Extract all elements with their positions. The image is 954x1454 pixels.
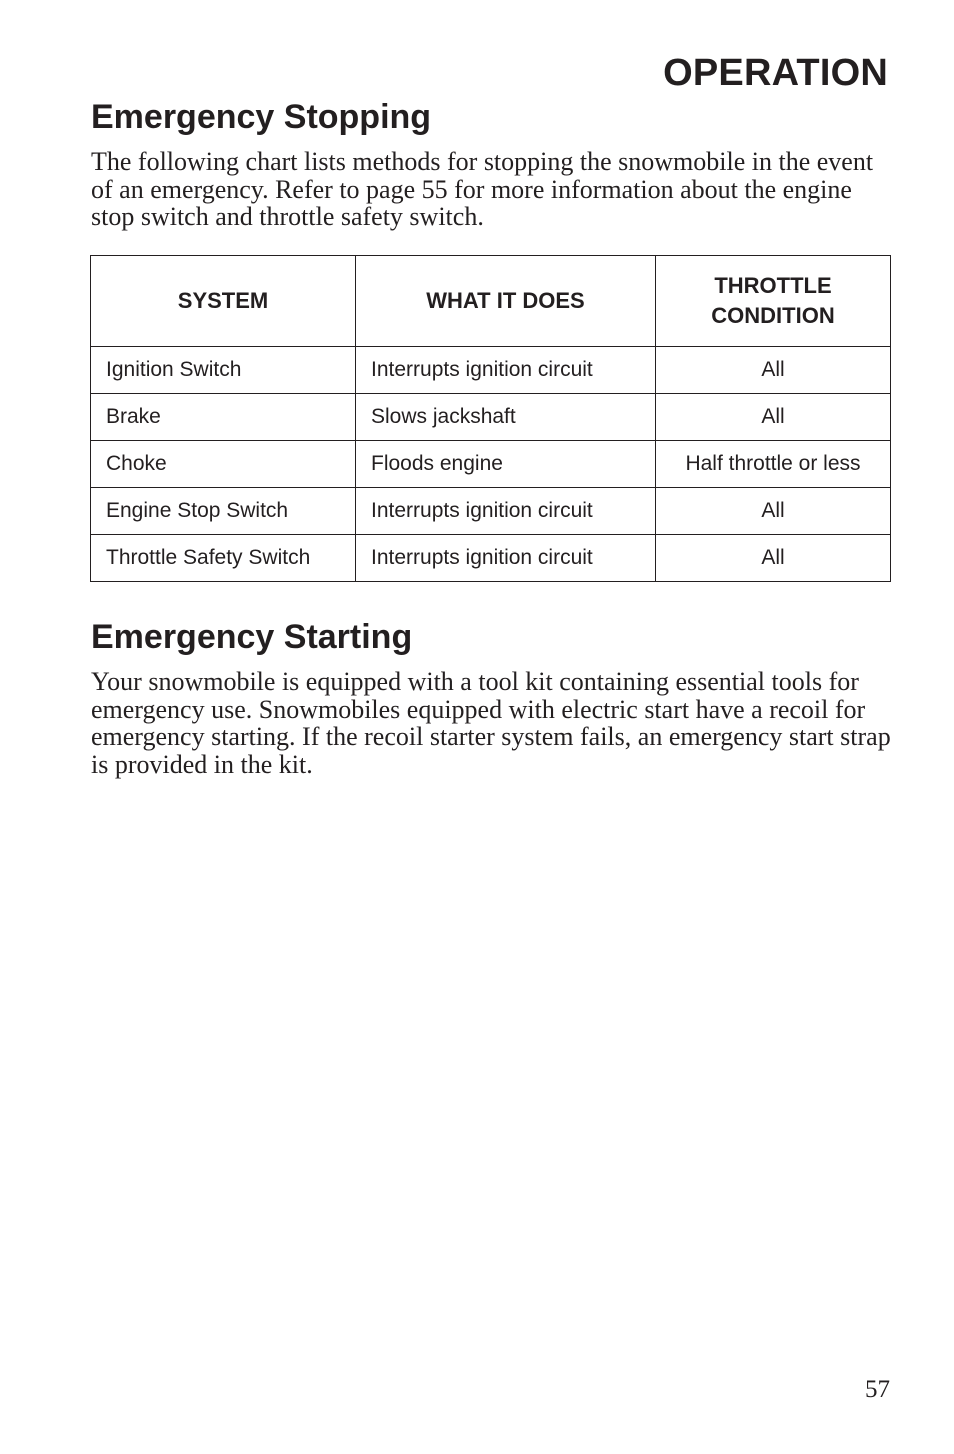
- table-row: [91, 535, 891, 582]
- header-throttle-condition-line2: CONDITION: [711, 303, 835, 328]
- cell-system: Throttle Safety Switch: [91, 535, 356, 582]
- emergency-starting-heading: Emergency Starting: [91, 618, 413, 656]
- cell-throttle-condition: All: [656, 488, 891, 535]
- cell-what-it-does: Interrupts ignition circuit: [356, 535, 656, 582]
- cell-what-it-does: Floods engine: [356, 441, 656, 488]
- emergency-stopping-heading: Emergency Stopping: [91, 98, 432, 136]
- header-system: SYSTEM: [91, 256, 356, 347]
- cell-throttle-condition: All: [656, 347, 891, 394]
- cell-what-it-does: Slows jackshaft: [356, 394, 656, 441]
- cell-throttle-condition: All: [656, 535, 891, 582]
- table-row: [91, 488, 891, 535]
- emergency-stopping-paragraph: The following chart lists methods for stopping the snowmobile in the event of an emergency. Refer to page 55 for more information about the engine stop switch and throttle safety switch.: [91, 147, 874, 231]
- table-row: [91, 394, 891, 441]
- table-row: [91, 441, 891, 488]
- table-header-row: [91, 256, 891, 347]
- header-throttle-condition: [656, 256, 891, 347]
- cell-what-it-does: Interrupts ignition circuit: [356, 347, 656, 394]
- table-row: [91, 347, 891, 394]
- cell-system: Brake: [91, 394, 356, 441]
- cell-system: Engine Stop Switch: [91, 488, 356, 535]
- page-number: 57: [865, 1376, 890, 1403]
- emergency-starting-paragraph: Your snowmobile is equipped with a tool kit containing essential tools for emergency use. Snowmobiles equipped with electric start have a recoil for emergency starting. If the recoil starter system fails, an emergency start strap is provided in the kit.: [91, 667, 891, 779]
- emergency-stopping-table: [90, 255, 891, 582]
- cell-throttle-condition: Half throttle or less: [656, 441, 891, 488]
- header-what-it-does: WHAT IT DOES: [356, 256, 656, 347]
- cell-throttle-condition: All: [656, 394, 891, 441]
- section-header: OPERATION: [663, 52, 888, 94]
- cell-system: Ignition Switch: [91, 347, 356, 394]
- header-throttle-condition-line1: THROTTLE: [714, 273, 832, 298]
- cell-system: Choke: [91, 441, 356, 488]
- cell-what-it-does: Interrupts ignition circuit: [356, 488, 656, 535]
